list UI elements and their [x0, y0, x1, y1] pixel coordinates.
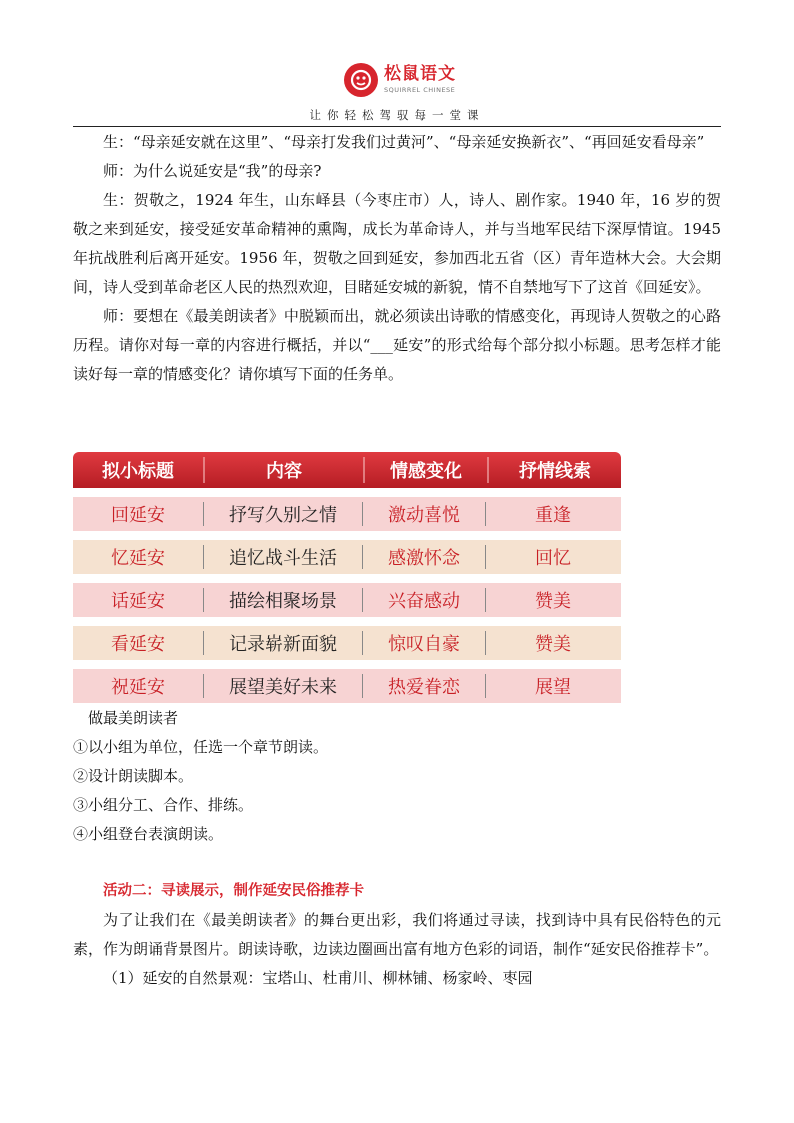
header-separator	[203, 457, 205, 483]
slogan: 让你轻松驾驭每一堂课	[309, 108, 485, 122]
paragraph: 生：“母亲延安就在这里”、“母亲打发我们过黄河”、“母亲延安换新衣”、“再回延安看母亲”	[103, 133, 705, 151]
header-cell: 情感变化	[390, 461, 462, 482]
table-cell: 回忆	[535, 548, 571, 569]
table-cell: 激动喜悦	[388, 505, 460, 526]
header-separator	[487, 457, 489, 483]
body-text	[73, 128, 721, 389]
table-row	[73, 497, 621, 531]
step-item: ③小组分工、合作、排练。	[73, 796, 254, 814]
list-item: （1）延安的自然景观：宝塔山、杜甫川、柳林铺、杨家岭、枣园	[103, 969, 533, 987]
table-row	[73, 540, 621, 574]
header-separator	[363, 457, 365, 483]
header-cell: 内容	[266, 461, 302, 482]
paragraph: 生：贺敬之，1924 年生，山东峄县（今枣庄市）人，诗人、剧作家。1940 年，16 岁的贺敬之来到延安，接受延安革命精神的熏陶，成长为革命诗人，并与当地军民结下深厚情谊。1945 年抗战胜利后离开延安。1956 年，贺敬之回到延安，参加西北五省（区）青年造林大会。大会期间，诗人受到革命老区人民的热烈欢迎，目睹延安城的新貌，情不自禁地写下了这首《回延安》。	[73, 191, 721, 296]
table-cell: 看延安	[111, 634, 165, 655]
logo-subtitle: SQUIRREL CHINESE	[384, 86, 456, 95]
table-cell: 祝延安	[111, 677, 165, 698]
table-cell: 忆延安	[111, 548, 165, 569]
table-cell: 展望	[535, 677, 571, 698]
table-cell: 赞美	[535, 591, 571, 612]
table-row	[73, 669, 621, 703]
table-row	[73, 626, 621, 660]
header-cell: 抒情线索	[519, 461, 591, 482]
table-cell: 抒写久别之情	[229, 505, 337, 526]
after-table-text	[73, 704, 721, 993]
task-table	[73, 452, 621, 703]
table-cell: 赞美	[535, 634, 571, 655]
logo	[344, 63, 456, 97]
paragraph: 师：为什么说延安是“我”的母亲?	[103, 162, 322, 180]
table-cell: 追忆战斗生活	[229, 548, 337, 569]
table-cell: 惊叹自豪	[388, 634, 460, 655]
table-cell: 兴奋感动	[388, 591, 460, 612]
table-header	[73, 452, 621, 488]
table-cell: 记录崭新面貌	[229, 634, 337, 655]
table-row	[73, 583, 621, 617]
step-item: ①以小组为单位，任选一个章节朗读。	[73, 738, 329, 756]
paragraph: 为了让我们在《最美朗读者》的舞台更出彩，我们将通过寻读，找到诗中具有民俗特色的元素，作为朗诵背景图片。朗读诗歌，边读边圈画出富有地方色彩的词语，制作“延安民俗推荐卡”。	[73, 911, 721, 958]
page-header	[0, 0, 794, 130]
table-cell: 回延安	[111, 505, 165, 526]
step-item: ②设计朗读脚本。	[73, 767, 194, 785]
step-item: ④小组登台表演朗读。	[73, 825, 224, 843]
logo-name: 松鼠语文	[384, 64, 456, 85]
table-cell: 描绘相聚场景	[229, 591, 337, 612]
table-cell: 热爱眷恋	[388, 677, 460, 698]
header-divider	[73, 126, 721, 127]
paragraph: 师：要想在《最美朗读者》中脱颖而出，就必须读出诗歌的情感变化，再现诗人贺敬之的心路历程。请你对每一章的内容进行概括，并以“___延安”的形式给每个部分拟小标题。思考怎样才能读好每一章的情感变化？请你填写下面的任务单。	[73, 307, 721, 383]
table-cell: 感激怀念	[388, 548, 460, 569]
table-cell: 展望美好未来	[229, 677, 337, 698]
table-cell: 话延安	[111, 591, 165, 612]
header-cell: 拟小标题	[102, 461, 174, 482]
activity-title: 活动二：寻读展示，制作延安民俗推荐卡	[103, 883, 364, 899]
squirrel-logo-icon	[344, 63, 378, 97]
table-cell: 重逢	[535, 505, 571, 526]
section-title: 做最美朗读者	[88, 709, 179, 727]
